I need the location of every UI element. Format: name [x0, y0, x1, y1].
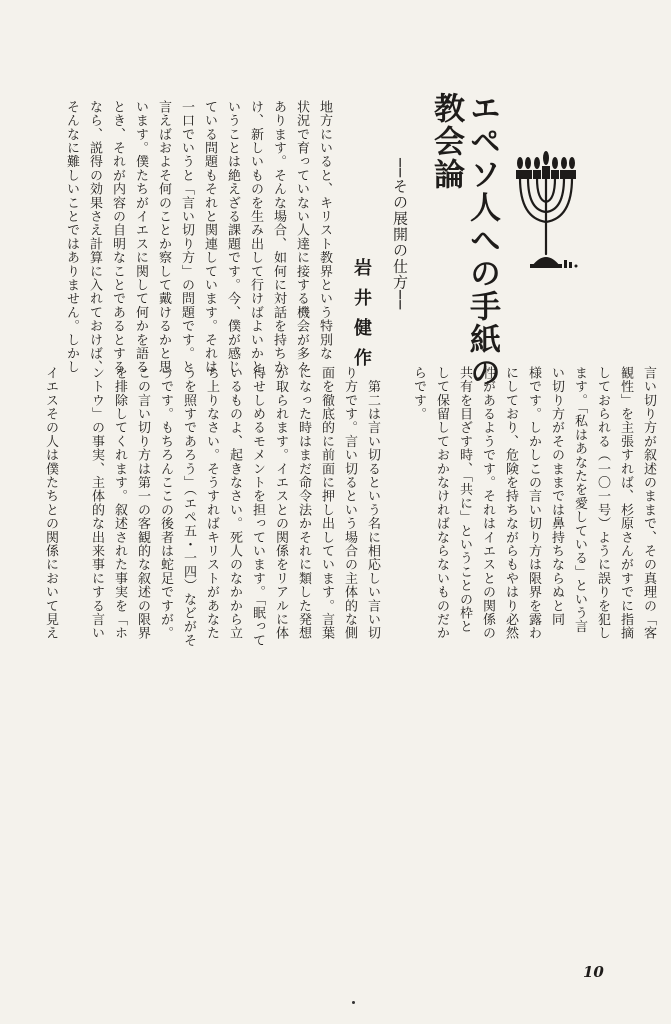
text-column: そんなに難しいことではありません。しかし — [64, 100, 79, 374]
text-column: 性があるようです。それはイエスとの関係の — [480, 366, 495, 640]
menorah-icon — [508, 148, 584, 274]
text-column: 面を徹底的に前面に押し出しています。言葉 — [319, 366, 334, 640]
article-title-line1: エペソ人への手紙の — [464, 92, 500, 389]
text-column: ち上りなさい。そうすればキリストがあなた — [204, 366, 219, 640]
text-column: 得せしめるモメントを担っています。「眠って — [250, 366, 265, 648]
text-column: いるものよ、起きなさい。死人のなかから立 — [227, 366, 242, 640]
article-author: 岩井健作 — [351, 258, 372, 378]
text-column: 第二は言い切るという名に相応しい言い切 — [365, 366, 380, 640]
text-column: います。僕たちがイエスに関して何かを語る — [133, 100, 148, 374]
text-column: うを照すであろう」（エペ五・一四）などがそ — [181, 366, 196, 648]
text-column: なら、説得の効果さえ計算に入れておけば、 — [87, 100, 102, 374]
text-column: いうことは絶えざる課題です。今、僕が感じ — [225, 100, 240, 374]
text-column: あります。そんな場合、如何に対話を持ちか — [271, 100, 286, 374]
text-column: ている問題もそれと関連しています。それは — [202, 100, 217, 374]
text-column: 共有を目ざす時、「共に」ということの枠と — [457, 366, 472, 634]
text-column: 言い切り方が叙述のままで、その真理の「客 — [641, 366, 656, 640]
text-column: 一口でいうと「言い切り方」の問題です。と — [179, 100, 194, 374]
text-column: しておられる（一〇一号）ように誤りを犯し — [595, 366, 610, 640]
article-subtitle: ──その展開の仕方── — [391, 158, 409, 311]
text-column: 様です。しかしこの言い切り方は限界を露わ — [526, 366, 541, 640]
text-column: ントウ」の事実、主体的な出来事にする言い — [89, 366, 104, 640]
text-column: らです。 — [411, 366, 426, 421]
page-number: 10 — [583, 963, 604, 981]
text-column: この言い切り方は第一の客観的な叙述の限界 — [135, 366, 150, 640]
text-column: 状況で育っていない人達に接する機会が多々 — [294, 100, 309, 374]
text-column: うです。もちろんここの後者は蛇足ですが。 — [158, 366, 173, 640]
text-column: イエスその人は僕たちとの関係において見え — [43, 366, 58, 640]
text-column: 観性」を主張すれば、杉原さんがすでに指摘 — [618, 366, 633, 640]
text-column: になった時はまだ命令法かそれに類した発想 — [296, 366, 311, 640]
text-column: け、新しいものを生み出して行けばよいかと — [248, 100, 263, 374]
article-title-line2: 教会論 — [428, 92, 464, 191]
text-column: い切り方がそのままでは鼻持ちならぬと同 — [549, 366, 564, 627]
text-column: にしており、危険を持ちながらもやはり必然 — [503, 366, 518, 640]
text-column: ます。「私はあなたを愛している」という言 — [572, 366, 587, 634]
text-column: を排除してくれます。叙述された事実を「ホ — [112, 366, 127, 640]
text-column: り方です。言い切るという場合の主体的な側 — [342, 366, 357, 640]
text-column: が取られます。イエスとの関係をリアルに体 — [273, 366, 288, 640]
text-column: とき、それが内容の自明なことであるとする — [110, 100, 125, 374]
print-speck — [352, 1001, 355, 1004]
text-column: 地方にいると、キリスト教界という特別な — [317, 100, 332, 361]
text-column: 言えばおよそ何のことか察して戴けるかと思 — [156, 100, 171, 374]
text-column: して保留しておかなければならないものだか — [434, 366, 449, 640]
